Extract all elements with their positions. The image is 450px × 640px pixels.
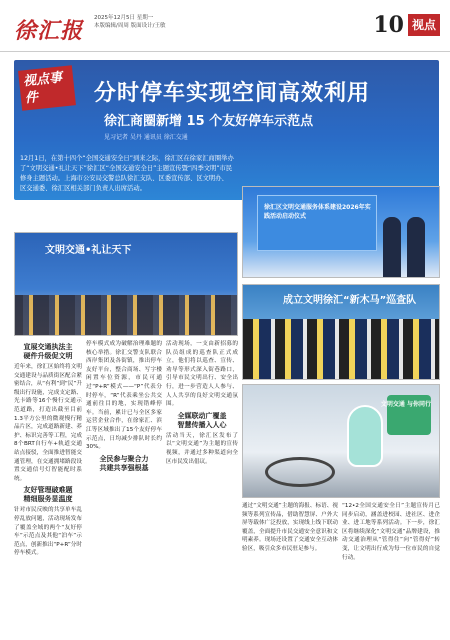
- paragraph: 近年来，徐汇区始终将文明交通建设与品质街区配合紧密结合，从“有利”到“民”升级出行设施，完成支定路、光卡路等16个慢行交通示范道路，打造出截至目前1.3平方公里的微观慢行精品片区，完成道路新建、养护、标识完善等工程，完成8个BRT自行车+轨道交通站点接驳，全面推进智能交通管理，在交通拥堵路段设置交通信号灯智能配时系统。: [14, 364, 82, 482]
- stage-screen-text: 徐汇区文明交通服务体系建设2026年实践活动启动仪式: [264, 204, 371, 220]
- person-figure: [407, 217, 425, 277]
- article-column-4: [242, 502, 338, 554]
- photo-launch-ceremony: [242, 186, 440, 278]
- photo-interactive-area: [242, 384, 440, 498]
- photo-stage-audience: [14, 232, 238, 336]
- paragraph: 通过“文明交通”主题的海报、标语、视频等系列宣传品，借助智慧屏、户外大屏等载体广泛投放，实现线上线下联动覆盖，全面提升市民交通安全意识和文明素养。现场还设置了交通安全互动体验区，吸引众多市民驻足参与。: [242, 503, 338, 552]
- subheading: 友好管理破难题 精细服务显温度: [23, 486, 73, 504]
- stage-banner-text: 文明交通•礼让天下: [45, 245, 132, 256]
- audience: [15, 295, 238, 335]
- page-number: 10: [373, 12, 404, 38]
- patrol-banner-text: 成立文明徐汇“新木马”巡查队: [283, 295, 417, 306]
- issue-date: 2025年12月5日 星期一: [94, 15, 154, 21]
- sign-text: 文明交通 与你同行: [380, 401, 431, 408]
- paragraph: 针对市民反映的共享单车乱停乱放问题，活动现场发布了覆盖全域的两个“友好停车”示范点及其他“泊车”示范点，创新推出“P+R”分时停车模式。: [14, 507, 82, 557]
- article-headline: 分时停车实现空间高效利用: [94, 81, 371, 106]
- section-tag: 视点事件: [18, 65, 76, 110]
- masthead: [0, 0, 450, 52]
- paragraph: 活动现场，一支由新招募的队员组成的巡查队正式成立，他们将以巡查、宣传、劝导等形式深入街巷路口，引导市民文明出行、安全出行，进一步营造人人参与、人人共享的良好文明交通氛围。: [166, 341, 238, 408]
- photo-patrol-team: [242, 284, 440, 380]
- person-figure: [383, 217, 401, 277]
- article-banner: [14, 60, 439, 200]
- patrol-members: [243, 319, 440, 379]
- bicycle-icon: [265, 457, 335, 487]
- subheading: 全媒联动广覆盖 智慧传播入人心: [177, 411, 227, 429]
- paragraph: 活动当天，徐汇区发布了以“文明交通”为主题的宣传视频，并通过多种渠道向全区市民发出倡议。: [166, 432, 238, 465]
- section-label: 视点: [408, 14, 440, 36]
- issue-editors: 本版编辑/周周 版面设计/王敏: [94, 23, 166, 29]
- subheading: 宣展交通执法主 硬件升级促文明: [23, 343, 73, 360]
- stage-screen: [257, 195, 377, 251]
- article-lead: 12月1日，在第十四个“全国交通安全日”到来之际，徐汇区在徐家汇商圈举办了“文明交通•礼让天下”徐汇区“全国交通安全日”主题宣传暨“四季文明”市民修身主题活动。上海市公安局交警总队徐汇支队、区委宣传部、区文明办、区交通委、徐汇区相关部门负责人出席活动。: [20, 155, 234, 192]
- article-column-5: [342, 502, 440, 562]
- mascot-figure: [347, 405, 383, 467]
- subheading: 全民参与聚合力 共建共享强根基: [99, 454, 149, 472]
- newspaper-logo: 徐汇报: [14, 18, 84, 44]
- paragraph: “12•2全国交通安全日”主题宣传月已同步启动，涵盖进校园、进社区、进企业、进工地等系列活动。下一步，徐汇区将继续深化“文明交通”品牌建设，推动交通治理从“管得住”向“管得好”转变，让文明出行成为每一位市民的自觉行动。: [342, 503, 440, 561]
- article-column-2: [86, 340, 162, 475]
- article-column-1: [14, 340, 82, 558]
- issue-meta: [94, 14, 214, 30]
- article-byline: 见习记者 吴丹 通讯员 徐汇交通: [104, 134, 188, 141]
- paragraph: 停车模式成为破解治理难题的核心举措。徐汇交警支队联合西岸集团及各街镇，推出停车友好平台，整合商场、写字楼闲置车位资源，市民可通过“P+R”模式——“P”代表分时停车，“R”代表乘坐公共交通前往目的地，实现错峰停车。当前，累计已与全区多家运营企业合作，在徐家汇、滨江等区域推出了15个友好停车示范点，日均减少排队时长约30%。: [86, 341, 162, 451]
- article-subhead: 徐汇商圈新增 15 个友好停车示范点: [104, 114, 314, 129]
- article-column-3: [166, 340, 238, 466]
